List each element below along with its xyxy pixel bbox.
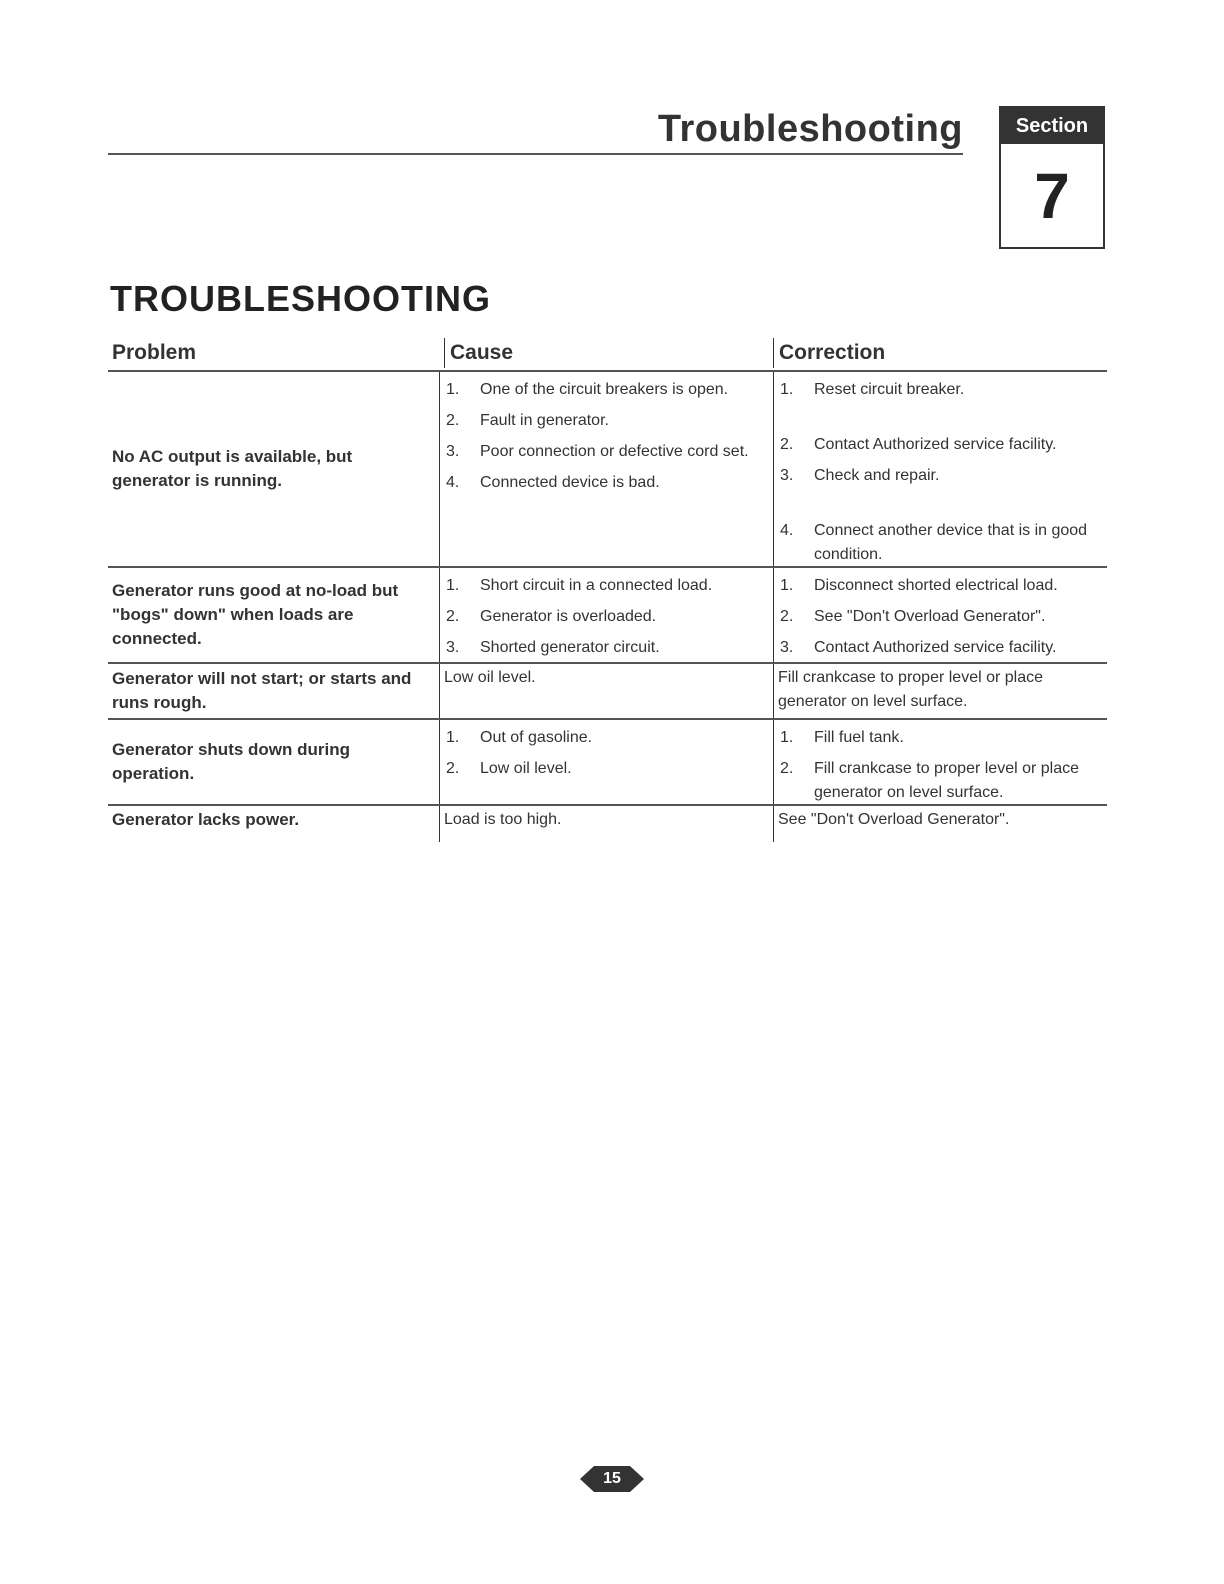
item-text: See "Don't Overload Generator". (814, 608, 1046, 625)
item-number: 3. (446, 639, 460, 656)
table-row (108, 372, 1107, 568)
cause-cell (439, 568, 769, 662)
item-text: Short circuit in a connected load. (480, 577, 713, 594)
list-item (780, 636, 1107, 660)
cause-cell (439, 664, 769, 718)
problem-cell: No AC output is available, but generator is running. (112, 447, 353, 490)
item-number: 2. (780, 436, 794, 453)
list-item (780, 757, 1107, 805)
troubleshooting-table (108, 338, 1107, 842)
item-text: Reset circuit breaker. (814, 381, 965, 398)
item-text: Disconnect shorted electrical load. (814, 577, 1058, 594)
table-row (108, 806, 1107, 842)
correction-cell (773, 372, 1107, 566)
item-text: Connect another device that is in good condition. (814, 522, 1088, 563)
table-row (108, 720, 1107, 806)
page-heading: TROUBLESHOOTING (110, 278, 491, 319)
list-item (446, 605, 769, 629)
cause-text: Load is too high. (444, 811, 562, 828)
list-item (780, 433, 1107, 457)
column-header-problem: Problem (112, 341, 197, 364)
column-header-correction: Correction (773, 338, 885, 368)
item-number: 1. (446, 381, 460, 398)
list-item (446, 471, 769, 495)
problem-cell: Generator shuts down during operation. (112, 740, 351, 783)
item-text: Poor connection or defective cord set. (480, 443, 749, 460)
correction-cell (773, 806, 1107, 842)
item-number: 1. (446, 577, 460, 594)
item-text: Low oil level. (480, 760, 572, 777)
correction-text: Fill crankcase to proper level or place generator on level surface. (778, 669, 1044, 710)
list-item (446, 378, 769, 402)
item-text: Generator is overloaded. (480, 608, 657, 625)
item-number: 1. (780, 381, 794, 398)
cause-cell (439, 720, 769, 804)
item-text: Connected device is bad. (480, 474, 660, 491)
cause-text: Low oil level. (444, 669, 536, 686)
item-number: 3. (780, 467, 794, 484)
item-text: Shorted generator circuit. (480, 639, 660, 656)
item-number: 1. (446, 729, 460, 746)
item-number: 2. (780, 760, 794, 777)
list-item (780, 726, 1107, 750)
item-text: Out of gasoline. (480, 729, 593, 746)
correction-cell (773, 568, 1107, 662)
cause-cell (439, 372, 769, 566)
correction-cell (773, 664, 1107, 718)
header-title: Troubleshooting (657, 108, 963, 150)
item-number: 3. (446, 443, 460, 460)
item-text: Fault in generator. (480, 412, 609, 429)
list-item (446, 574, 769, 598)
section-badge (999, 106, 1105, 249)
cause-cell (439, 806, 769, 842)
page-number-badge (580, 1462, 644, 1496)
list-item (780, 605, 1107, 629)
list-item (446, 409, 769, 433)
item-text: Contact Authorized service facility. (814, 436, 1057, 453)
item-number: 4. (780, 522, 794, 539)
column-header-cause: Cause (444, 338, 513, 368)
list-item (780, 519, 1107, 567)
list-item (446, 440, 769, 464)
item-number: 1. (780, 577, 794, 594)
item-number: 2. (446, 608, 460, 625)
list-item (446, 757, 769, 781)
header-divider (108, 153, 963, 155)
item-text: Fill fuel tank. (814, 729, 904, 746)
item-text: One of the circuit breakers is open. (480, 381, 729, 398)
item-number: 4. (446, 474, 460, 491)
problem-cell: Generator lacks power. (112, 810, 300, 829)
section-label: Section (1001, 108, 1103, 144)
item-number: 2. (446, 412, 460, 429)
item-number: 1. (780, 729, 794, 746)
page-number: 15 (603, 1470, 621, 1487)
list-item (446, 636, 769, 660)
list-item (780, 574, 1107, 598)
problem-cell: Generator will not start; or starts and runs rough. (112, 669, 412, 712)
list-item (780, 464, 1107, 488)
list-item (446, 726, 769, 750)
table-row (108, 568, 1107, 664)
table-header (108, 338, 1107, 372)
item-number: 2. (446, 760, 460, 777)
item-text: Check and repair. (814, 467, 940, 484)
table-row (108, 664, 1107, 720)
correction-text: See "Don't Overload Generator". (778, 811, 1010, 828)
correction-cell (773, 720, 1107, 804)
item-number: 3. (780, 639, 794, 656)
problem-cell: Generator runs good at no-load but "bogs" down" when loads are connected. (112, 581, 399, 648)
item-text: Contact Authorized service facility. (814, 639, 1057, 656)
item-number: 2. (780, 608, 794, 625)
section-number: 7 (1034, 160, 1070, 232)
list-item (780, 378, 1107, 402)
item-text: Fill crankcase to proper level or place generator on level surface. (814, 760, 1080, 801)
